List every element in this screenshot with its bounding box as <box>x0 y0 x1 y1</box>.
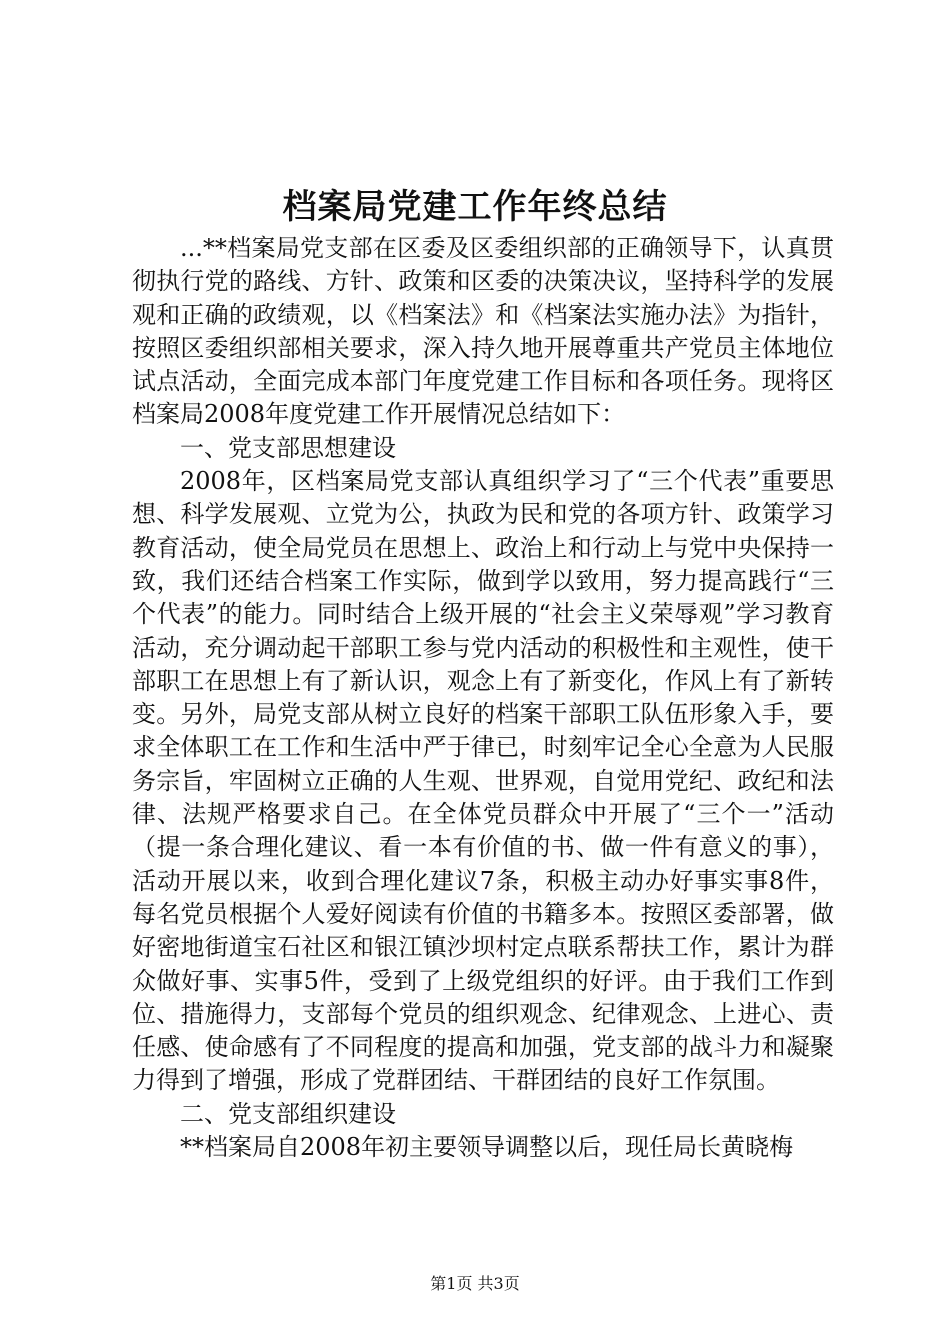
document-title: 档案局党建工作年终总结 <box>282 187 668 227</box>
page-footer: 第1页 共3页 <box>430 1274 520 1293</box>
intro-paragraph: ...**档案局党支部在区委及区委组织部的正确领导下，认真贯彻执行党的路线、方针、政策和区委的决策决议，坚持科学的发展观和正确的政绩观，以《档案法》和《档案法实施办法》为指针，按照区委组织部相关要求，深入持久地开展尊重共产党员主体地位试点活动，全面完成本部门年度党建工作目标和各项任务。现将区档案局2008年度党建工作开展情况总结如下： <box>132 234 834 429</box>
section-1-paragraph: 2008年，区档案局党支部认真组织学习了“三个代表”重要思想、科学发展观、立党为公，执政为民和党的各项方针、政策学习教育活动，使全局党员在思想上、政治上和行动上与党中央保持一致，我们还结合档案工作实际，做到学以致用，努力提高践行“三个代表”的能力。同时结合上级开展的“社会主义荣辱观”学习教育活动，充分调动起干部职工参与党内活动的积极性和主观性，使干部职工在思想上有了新认识，观念上有了新变化，作风上有了新转变。另外，局党支部从树立良好的档案干部职工队伍形象入手，要求全体职工在工作和生活中严于律已，时刻牢记全心全意为人民服务宗旨，牢固树立正确的人生观、世界观，自觉用党纪、政纪和法律、法规严格要求自己。在全体党员群众中开展了“三个一”活动（提一条合理化建议、看一本有价值的书、做一件有意义的事），活动开展以来，收到合理化建议7条，积极主动办好事实事8件，每名党员根据个人爱好阅读有价值的书籍多本。按照区委部署，做好密地街道宝石社区和银江镇沙坝村定点联系帮扶工作，累计为群众做好事、实事5件，受到了上级党组织的好评。由于我们工作到位、措施得力，支部每个党员的组织观念、纪律观念、上进心、责任感、使命感有了不同程度的提高和加强，党支部的战斗力和凝聚力得到了增强，形成了党群团结、干群团结的良好工作氛围。 <box>132 467 834 1095</box>
document-body <box>132 232 834 1164</box>
section-2-paragraph: **档案局自2008年初主要领导调整以后，现任局长黄晓梅 <box>180 1133 794 1162</box>
section-2-heading: 二、党支部组织建设 <box>180 1099 396 1128</box>
section-1-heading: 一、党支部思想建设 <box>180 433 396 462</box>
